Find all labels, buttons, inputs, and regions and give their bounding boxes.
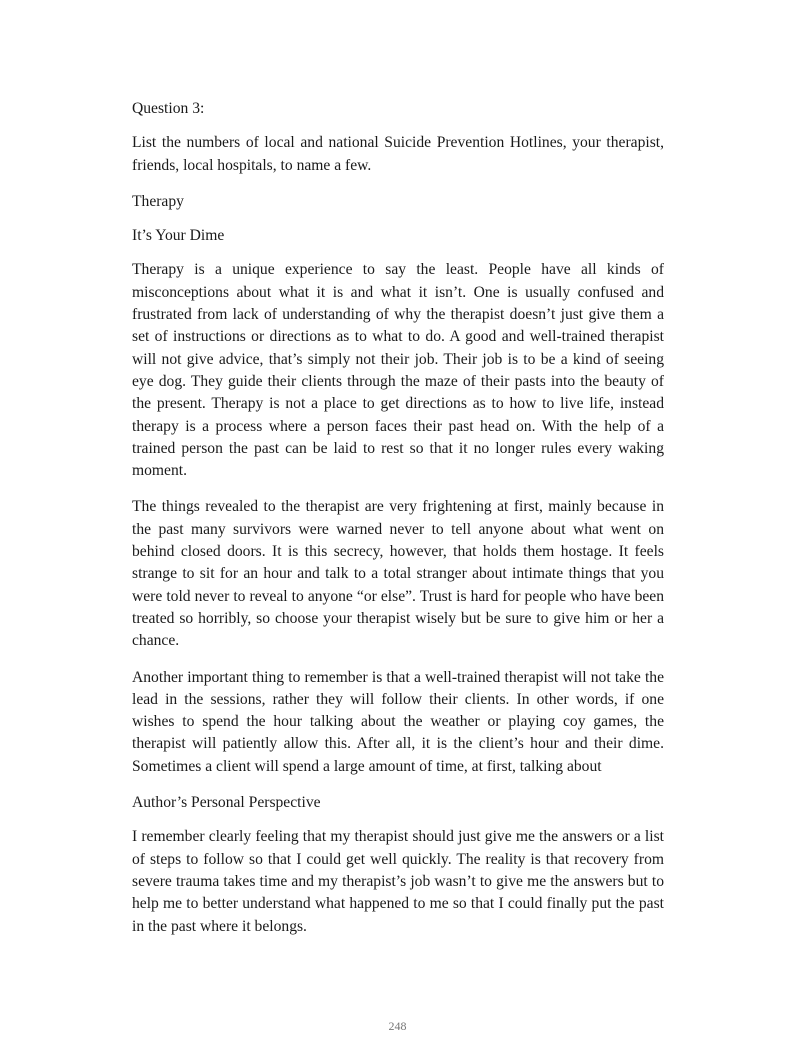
body-paragraph: Therapy is a unique experience to say the least. People have all kinds of misconceptions about what it is and what it isn’t. One is usually confused and frustrated from lack of understanding of why the therapist doesn’t just give them a set of instructions or directions as to what to do. A good and well-trained therapist will not give advice, that’s simply not their job. Their job is to be a kind of seeing eye dog. They guide their clients through the maze of their pasts into the beauty of the present. Therapy is not a place to get directions as to how to live life, instead therapy is a process where a person faces their past head on. With the help of a trained person the past can be laid to rest so that it no longer rules every waking moment. — [132, 261, 664, 480]
page-number: 248 — [388, 1019, 407, 1033]
document-page — [132, 98, 664, 952]
section-title: Therapy — [132, 192, 184, 210]
question-text: List the numbers of local and national Suicide Prevention Hotlines, your therapist, friends, local hospitals, to name a few. — [132, 134, 664, 174]
question-label: Question 3: — [132, 100, 205, 117]
perspective-title: Author’s Personal Perspective — [132, 794, 321, 812]
subsection-title: It’s Your Dime — [132, 227, 225, 245]
body-paragraph: Another important thing to remember is that a well-trained therapist will not take the lead in the sessions, rather they will follow their clients. In other words, if one wishes to spend the hour talking about the weather or playing coy games, the therapist will patiently allow this. After all, it is the client’s hour and their dime. Sometimes a client will spend a large amount of time, at first, talking about — [132, 668, 664, 775]
body-paragraph: The things revealed to the therapist are very frightening at first, mainly because in the past many survivors were warned never to tell anyone about what went on behind closed doors. It is this secrecy, however, that holds them hostage. It feels strange to sit for an hour and talk to a total stranger about intimate things that you were told never to reveal to anyone “or else”. Trust is hard for people who have been treated so horribly, so choose your therapist wisely but be sure to give him or her a chance. — [132, 498, 664, 650]
perspective-paragraph: I remember clearly feeling that my therapist should just give me the answers or a list of steps to follow so that I could get well quickly. The reality is that recovery from severe trauma takes time and my therapist’s job wasn’t to give me the answers but to help me to better understand what happened to me so that I could finally put the past in the past where it belongs. — [132, 828, 664, 935]
